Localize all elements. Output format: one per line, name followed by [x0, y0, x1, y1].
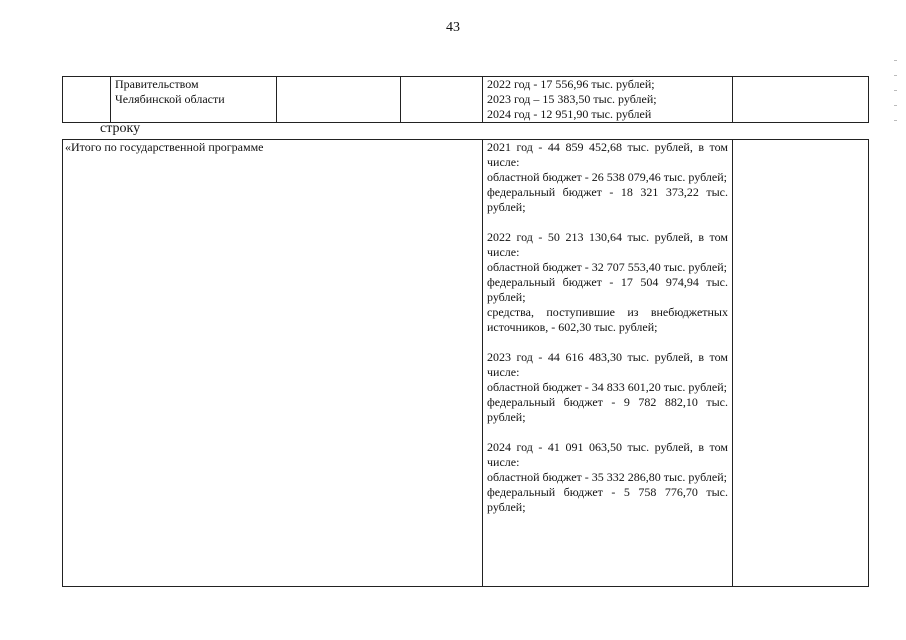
- funding-line: 2023 год – 15 383,50 тыс. рублей;: [487, 92, 657, 106]
- funding-line: 2022 год - 17 556,96 тыс. рублей;: [487, 77, 655, 91]
- table-cell-empty: [277, 77, 401, 123]
- top-table: [62, 76, 869, 123]
- table-cell-empty: [401, 77, 483, 123]
- responsible-line: Правительством: [115, 77, 199, 91]
- year-total: 2022 год - 50 213 130,64 тыс. рублей, в том числе:: [487, 230, 728, 259]
- federal-budget: федеральный бюджет - 17 504 974,94 тыс. рублей;: [487, 275, 728, 304]
- federal-budget: федеральный бюджет - 5 758 776,70 тыс. рублей;: [487, 485, 728, 514]
- table-row: [63, 77, 869, 123]
- table-cell-empty: [63, 77, 111, 123]
- total-table: [62, 139, 869, 587]
- regional-budget: областной бюджет - 32 707 553,40 тыс. рублей;: [487, 260, 727, 274]
- extrabudgetary-funds: средства, поступившие из внебюджетных источников, - 602,30 тыс. рублей;: [487, 305, 728, 334]
- funding-line: 2024 год - 12 951,90 тыс. рублей: [487, 107, 652, 121]
- table-cell-empty: [733, 77, 869, 123]
- regional-budget: областной бюджет - 35 332 286,80 тыс. рублей;: [487, 470, 727, 484]
- responsible-line: Челябинской области: [115, 92, 225, 106]
- total-funding-cell: [483, 140, 733, 587]
- year-total: 2023 год - 44 616 483,30 тыс. рублей, в том числе:: [487, 350, 728, 379]
- total-label: «Итого по государственной программе: [65, 140, 264, 154]
- year-total: 2021 год - 44 859 452,68 тыс. рублей, в том числе:: [487, 140, 728, 169]
- federal-budget: федеральный бюджет - 9 782 882,10 тыс. рублей;: [487, 395, 728, 424]
- total-label-cell: [63, 140, 483, 587]
- caption: строку: [100, 121, 141, 136]
- regional-budget: областной бюджет - 26 538 079,46 тыс. рублей;: [487, 170, 727, 184]
- year-total: 2024 год - 41 091 063,50 тыс. рублей, в том числе:: [487, 440, 728, 469]
- table-row: [63, 140, 869, 587]
- federal-budget: федеральный бюджет - 18 321 373,22 тыс. рублей;: [487, 185, 728, 214]
- regional-budget: областной бюджет - 34 833 601,20 тыс. рублей;: [487, 380, 727, 394]
- funding-cell: [483, 77, 733, 123]
- table-cell-empty: [733, 140, 869, 587]
- scan-margin-marks: [890, 60, 900, 135]
- responsible-cell: [111, 77, 277, 123]
- page-number: 43: [446, 20, 460, 35]
